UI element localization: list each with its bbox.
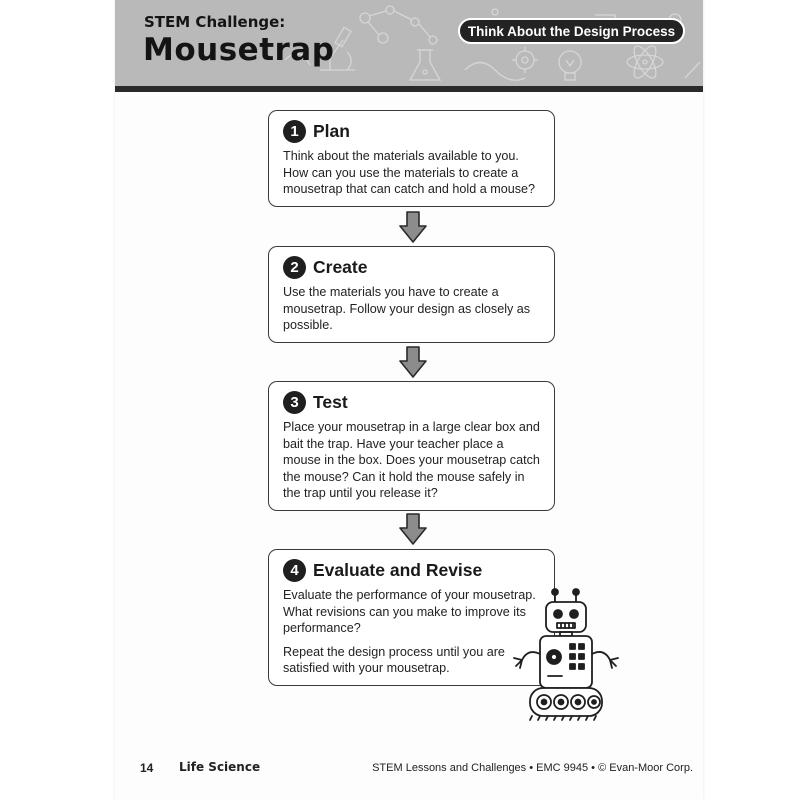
step-body (283, 284, 540, 334)
step-paragraph: Use the materials you have to create a mousetrap. Follow your design as closely as possible. (283, 285, 531, 332)
step-title: Plan (313, 121, 350, 141)
step-card-test (268, 381, 555, 511)
step-body (283, 587, 540, 677)
down-arrow-icon (399, 513, 427, 545)
step-number-badge: 2 (283, 256, 306, 279)
step-title: Create (313, 257, 368, 277)
step-number-badge: 4 (283, 559, 306, 582)
down-arrow-icon (399, 346, 427, 378)
header-divider (115, 86, 703, 92)
step-paragraph: Think about the materials available to you. How can you use the materials to create a mousetrap that can catch and hold a mouse? (283, 149, 536, 196)
footer-subject: Life Science (179, 760, 261, 774)
step-body (283, 419, 540, 502)
step-title: Test (313, 392, 348, 412)
footer-credit: STEM Lessons and Challenges • EMC 9945 • © Evan-Moor Corp. (372, 762, 693, 774)
step-card-plan (268, 110, 555, 207)
robot-icon (510, 588, 620, 724)
step-card-create (268, 246, 555, 343)
step-number-badge: 1 (283, 120, 306, 143)
step-paragraph: Repeat the design process until you are satisfied with your mousetrap. (283, 644, 505, 675)
step-paragraph: Place your mousetrap in a large clear box and bait the trap. Have your teacher place a mouse in the box. Does your mousetrap catch the mouse? Can it hold the mouse safely in the trap until you release it? (283, 420, 540, 500)
lightbulb-icon (559, 51, 581, 80)
step-number-badge: 3 (283, 391, 306, 414)
page-header (115, 0, 703, 86)
section-label-badge: Think About the Design Process (458, 18, 685, 44)
down-arrow-icon (399, 211, 427, 243)
molecule-icon (360, 6, 437, 44)
step-title: Evaluate and Revise (313, 560, 483, 580)
flask-icon (410, 50, 440, 80)
step-body (283, 148, 540, 198)
atom-icon (627, 43, 663, 81)
challenge-kicker: STEM Challenge: (144, 13, 286, 31)
gear-icon (512, 47, 538, 73)
worksheet-page (115, 0, 703, 800)
step-paragraph: Evaluate the performance of your mousetrap. What revisions can you make to improve its performance? (283, 588, 536, 635)
page-title: Mousetrap (143, 32, 335, 68)
page-number: 14 (140, 761, 154, 775)
